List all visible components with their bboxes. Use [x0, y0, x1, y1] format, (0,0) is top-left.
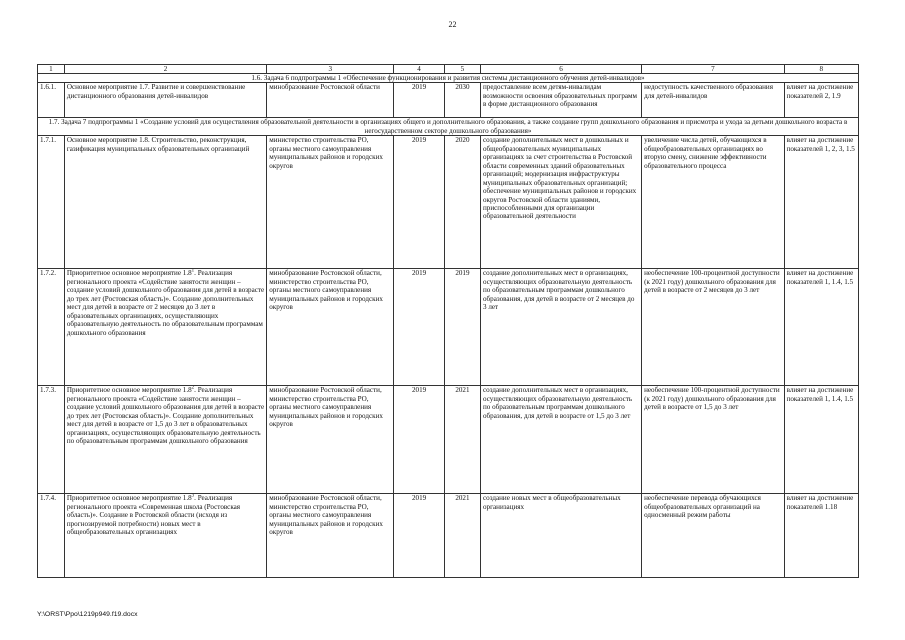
- executor: минобразование Ростовской области, министерство строительства РО, органы местного самоуправления муниципальных районов и городских округов: [267, 269, 394, 386]
- header-row: [38, 65, 859, 74]
- activity-name-lead: Приоритетное основное мероприятие 1.8: [66, 386, 192, 395]
- table-row: [38, 83, 859, 118]
- row-number: 1.7.1.: [38, 136, 65, 269]
- consequences: увеличение числа детей, обучающихся в общеобразовательных организациях во вторую смену, снижение эффективности образовательного процесса: [642, 136, 785, 269]
- expected-result: создание дополнительных мест в организациях, осуществляющих образовательную деятельность по образовательным программам дошкольного образования, для детей в возрасте от 1,5 до 3 лет: [481, 386, 642, 494]
- consequences: необеспечение 100-процентной доступности (к 2021 году) дошкольного образования для детей в возрасте от 2 месяцев до 3 лет: [642, 269, 785, 386]
- indicator-link: влияет на достижение показателей 1, 2, 3, 1.5: [784, 136, 858, 269]
- header-cell: 2: [64, 65, 266, 74]
- activity-name-lead: Приоритетное основное мероприятие 1.8: [66, 494, 192, 503]
- end-year: 2021: [444, 386, 480, 494]
- page-number: 22: [448, 20, 457, 29]
- activity-name: [64, 494, 266, 578]
- start-year: 2019: [394, 269, 445, 386]
- activity-name: Основное мероприятие 1.8. Строительство, реконструкция, газификация муниципальных образовательных организаций: [64, 136, 266, 269]
- end-year: 2019: [444, 269, 480, 386]
- header-cell: 6: [481, 65, 642, 74]
- activity-name-body: . Реализация регионального проекта «Содействие занятости женщин – создание условий дошкольного образования для детей в возрасте до трех лет (Ростовская область)». Создание дополнительных мест для детей в возрасте от 2 месяцев до 3 лет в образовательных организациях, осуществляющих образовательную деятельность по образовательным программам дошкольного образования: [66, 269, 265, 337]
- activity-name-body: . Реализация регионального проекта «Содействие занятости женщин – создание условий дошкольного образования для детей в возрасте до трех лет (Ростовская область)». Создание дополнительных мест для детей в возрасте от 1,5 до 3 лет в образовательных организациях, осуществляющих образовательную деятельность по образовательным программам дошкольного образования: [66, 386, 265, 446]
- header-cell: 5: [444, 65, 480, 74]
- activity-name: Основное мероприятие 1.7. Развитие и совершенствование дистанционного образования детей-инвалидов: [64, 83, 266, 118]
- indicator-link: влияет на достижение показателей 1.18: [784, 494, 858, 578]
- row-number: 1.7.2.: [38, 269, 65, 386]
- executor: минобразование Ростовской области: [267, 83, 394, 118]
- activities-table: [37, 64, 859, 578]
- row-number: 1.6.1.: [38, 83, 65, 118]
- expected-result: создание новых мест в общеобразовательных организациях: [481, 494, 642, 578]
- start-year: 2019: [394, 494, 445, 578]
- footnote-mark: 2: [191, 386, 195, 391]
- end-year: 2020: [444, 136, 480, 269]
- activity-name-lead: Приоритетное основное мероприятие 1.8: [66, 269, 192, 278]
- header-cell: 4: [394, 65, 445, 74]
- expected-result: предоставление всем детям-инвалидам возможности освоения образовательных программ в форме дистанционного образования: [481, 83, 642, 118]
- task-6-heading: 1.6. Задача 6 подпрограммы 1 «Обеспечение функционирования и развития системы дистанционного обучения детей-инвалидов»: [38, 74, 859, 83]
- consequences: недоступность качественного образования для детей-инвалидов: [642, 83, 785, 118]
- end-year: 2021: [444, 494, 480, 578]
- row-number: 1.7.3.: [38, 386, 65, 494]
- activity-name: [64, 269, 266, 386]
- executor: минобразование Ростовской области, министерство строительства РО, органы местного самоуправления муниципальных районов и городских округов: [267, 386, 394, 494]
- task-7-heading: 1.7. Задача 7 подпрограммы 1 «Создание условий для осуществления образовательной деятельности в организациях общего и дополнительного образования, а также создание групп дошкольного образования и присмотра и ухода за детьми дошкольного возраста в негосударственном секторе дошкольного образования»: [38, 118, 859, 136]
- table-row: [38, 386, 859, 494]
- table-row: [38, 494, 859, 578]
- expected-result: создание дополнительных мест в дошкольных и общеобразовательных муниципальных организациях за счет строительства в Ростовской области современных зданий образовательных организаций; модернизация инфраструктуры муниципальных образовательных организаций; обеспечение муниципальных районов и городских округов Ростовской области зданиями, приспособленными для организации образовательной деятельности: [481, 136, 642, 269]
- activity-name: [64, 386, 266, 494]
- header-cell: 3: [267, 65, 394, 74]
- header-cell: 7: [642, 65, 785, 74]
- task-row: [38, 118, 859, 136]
- indicator-link: влияет на достижение показателей 2, 1.9: [784, 83, 858, 118]
- footnote-mark: 3: [191, 494, 195, 499]
- table-row: [38, 269, 859, 386]
- row-number: 1.7.4.: [38, 494, 65, 578]
- start-year: 2019: [394, 136, 445, 269]
- start-year: 2019: [394, 386, 445, 494]
- header-cell: 8: [784, 65, 858, 74]
- executor: министерство строительства РО, органы местного самоуправления муниципальных районов и городских округов: [267, 136, 394, 269]
- task-row: [38, 74, 859, 83]
- expected-result: создание дополнительных мест в организациях, осуществляющих образовательную деятельность по образовательным программам дошкольного образования, для детей в возрасте от 2 месяцев до 3 лет: [481, 269, 642, 386]
- footnote-mark: 1: [191, 269, 195, 274]
- activity-name-body: . Реализация регионального проекта «Современная школа (Ростовская область)». Создание в Ростовской области (исходя из прогнозируемой потребности) новых мест в общеобразовательных организациях: [66, 494, 241, 537]
- file-path-footer: Y:\ORST\Ppo\1219p949.f19.docx: [37, 611, 138, 618]
- header-cell: 1: [38, 65, 65, 74]
- executor: минобразование Ростовской области, министерство строительства РО, органы местного самоуправления муниципальных районов и городских округов: [267, 494, 394, 578]
- indicator-link: влияет на достижение показателей 1, 1.4, 1.5: [784, 269, 858, 386]
- indicator-link: влияет на достижение показателей 1, 1.4, 1.5: [784, 386, 858, 494]
- consequences: необеспечение 100-процентной доступности (к 2021 году) дошкольного образования для детей в возрасте от 1,5 до 3 лет: [642, 386, 785, 494]
- table-row: [38, 136, 859, 269]
- start-year: 2019: [394, 83, 445, 118]
- end-year: 2030: [444, 83, 480, 118]
- consequences: необеспечение перевода обучающихся общеобразовательных организаций на односменный режим работы: [642, 494, 785, 578]
